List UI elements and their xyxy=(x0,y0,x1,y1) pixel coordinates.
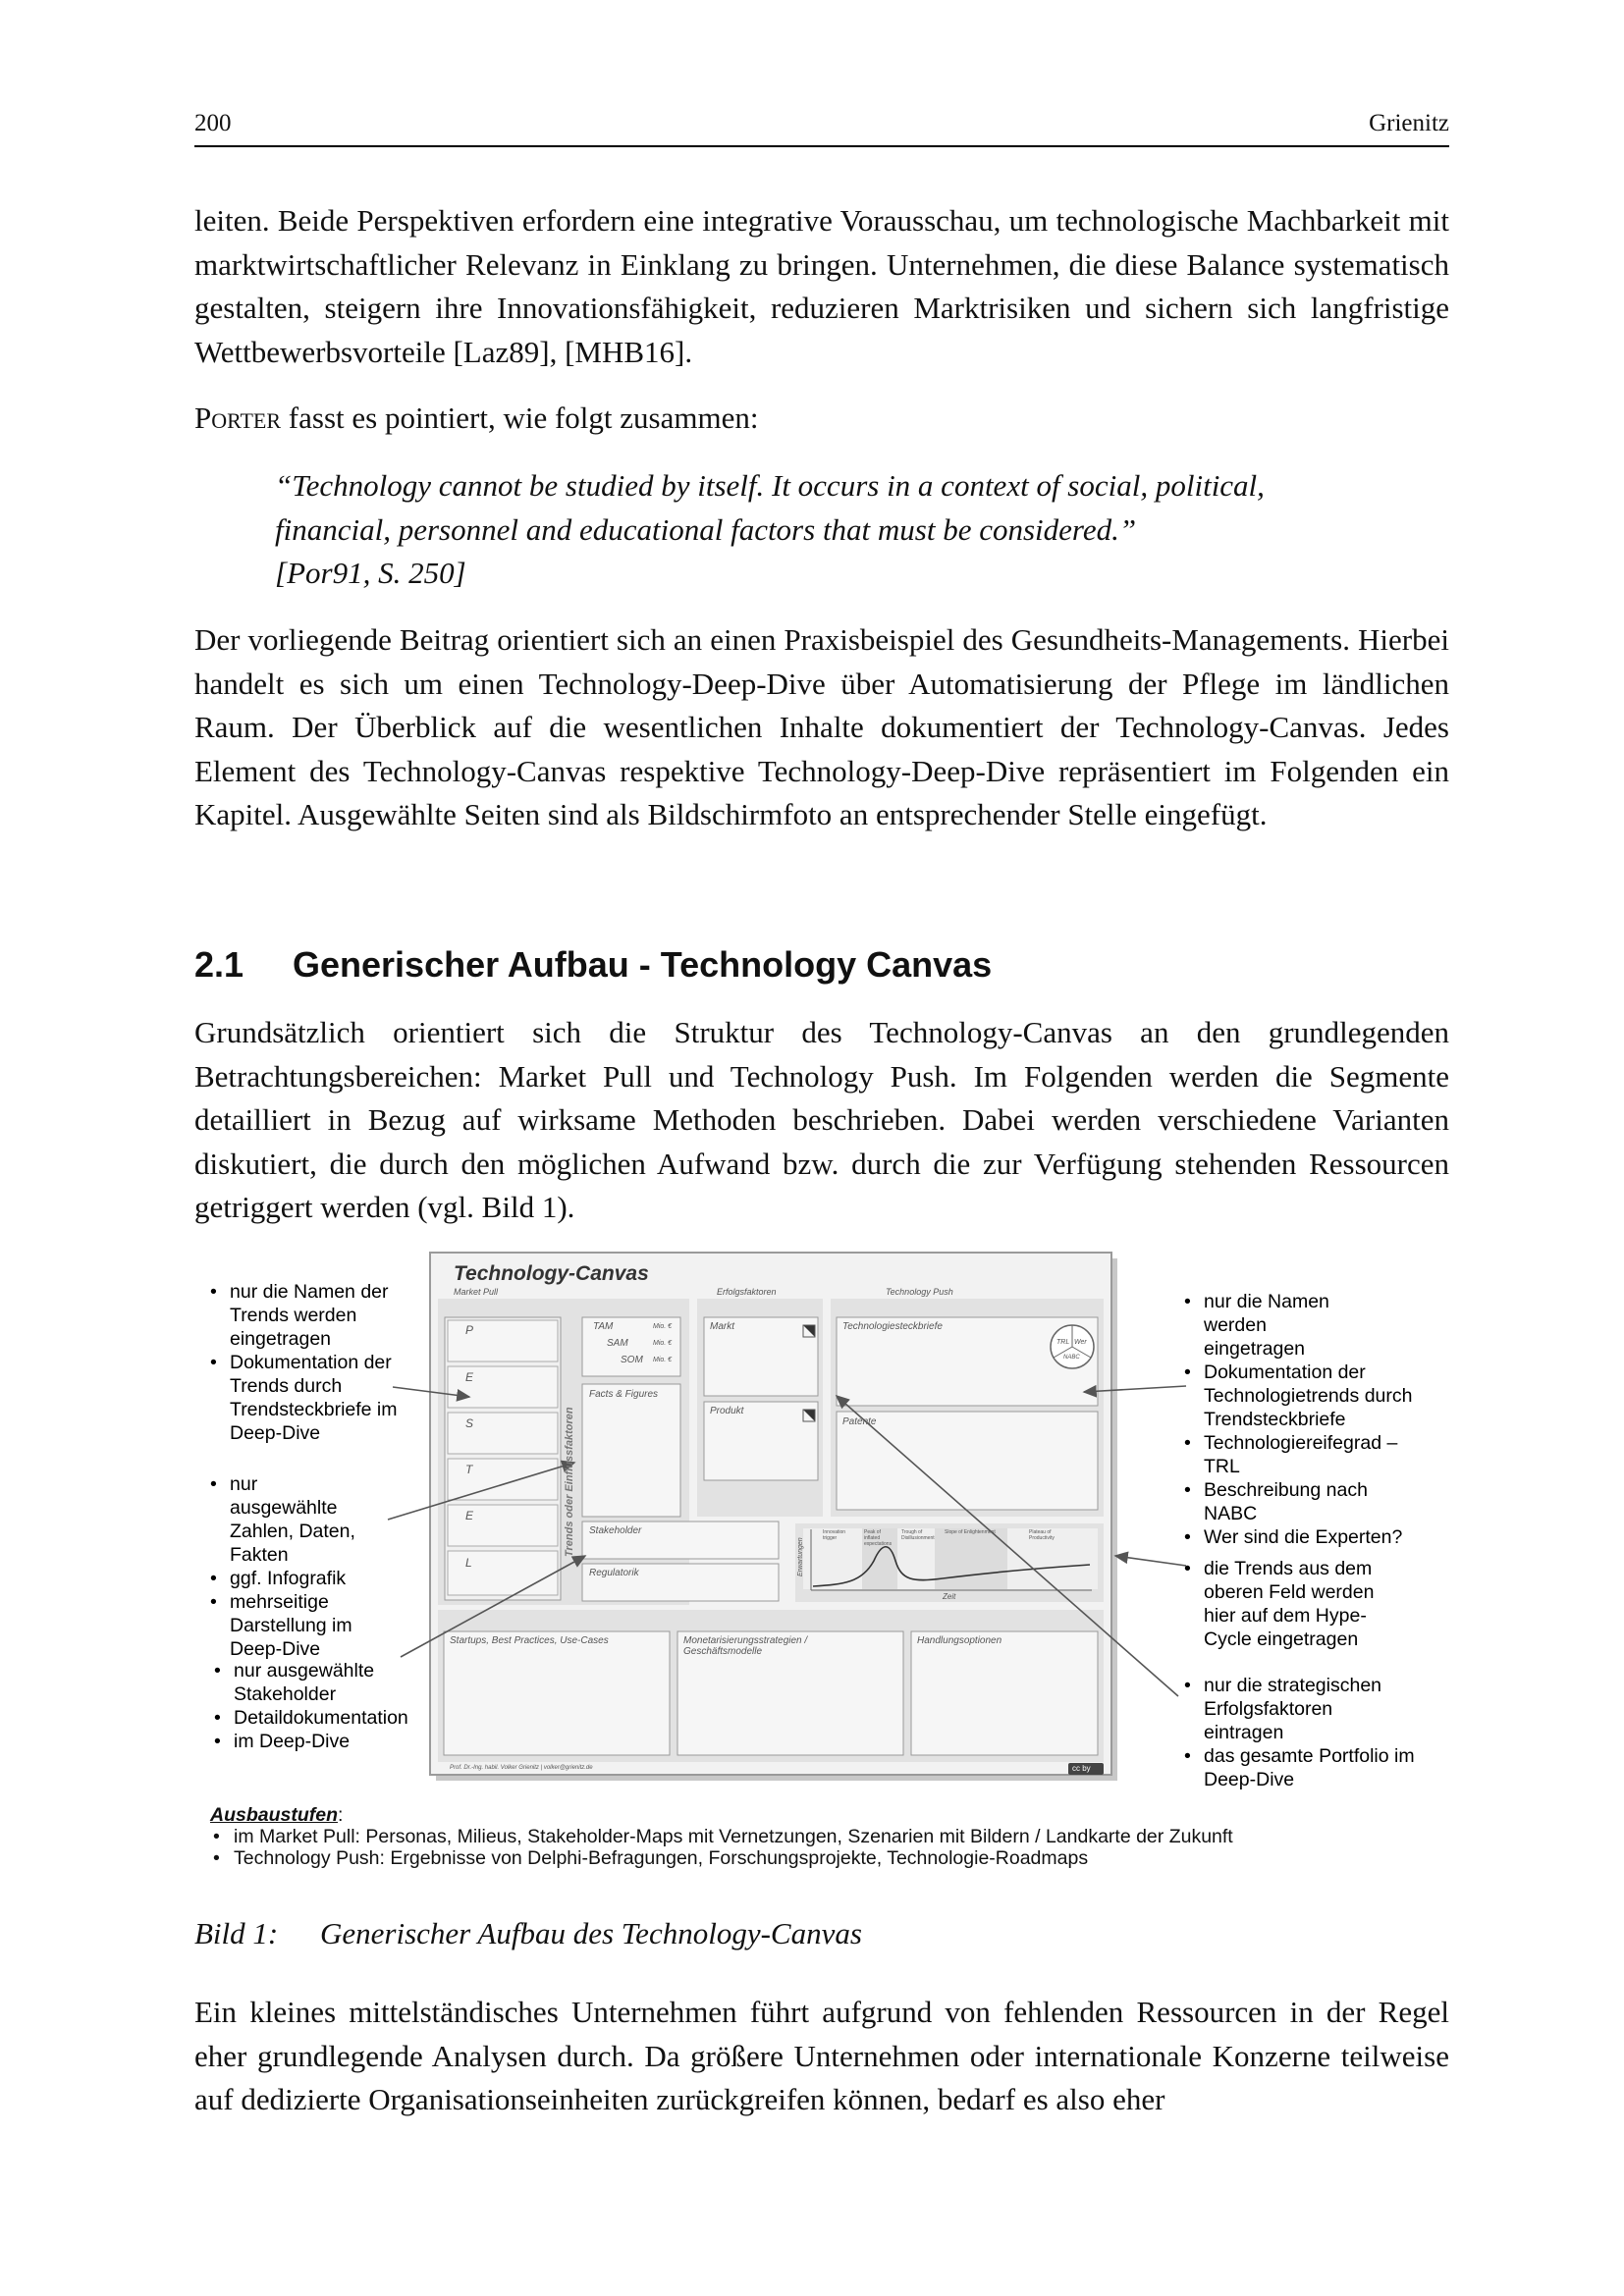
hype-phase-4: Slope of Enlightenment xyxy=(945,1529,996,1535)
quote-citation: [Por91, S. 250] xyxy=(275,556,466,590)
label-erfolgsfaktoren: Erfolgsfaktoren xyxy=(717,1287,777,1297)
trl-label: TRL xyxy=(1056,1339,1070,1346)
pestel-e2-box xyxy=(448,1505,558,1546)
pestel-e-box xyxy=(448,1366,558,1408)
hype-phase-5: Plateau of Productivity xyxy=(1029,1529,1055,1541)
right-notes-erfolgsfaktoren xyxy=(1180,1674,1435,1791)
hype-phase-1: Innovation trigger xyxy=(823,1529,846,1541)
note-item: • nur die Namen der Trends werden eingetragen xyxy=(206,1280,407,1351)
pestel-t: T xyxy=(465,1463,473,1476)
wer-label: Wer xyxy=(1074,1339,1087,1346)
note-item: • Dokumentation der Technologietrends durch Trendsteckbriefe xyxy=(1180,1361,1426,1431)
note-item: • nur ausgewählte Stakeholder xyxy=(210,1659,381,1706)
block-quote xyxy=(275,464,1404,596)
paragraph-5: Ein kleines mittelständisches Unternehmen führt aufgrund von fehlenden Ressourcen in der Regel eher grundlegende Analysen durch. Da größere Unternehmen oder internationale Konzerne teilweise auf dedizierte Organisationseinheiten zurückgreifen können, bedarf es also eher xyxy=(194,1995,1449,2116)
paragraph-3: Der vorliegende Beitrag orientiert sich an einen Praxisbeispiel des Gesundheits-Managements. Hierbei handelt es sich um einen Technology-Deep-Dive über Automatisierung der Pflege im ländlichen Raum. Der Überblick auf die wesentlichen Inhalte dokumentiert der Technology-Canvas. Jedes Element des Technology-Canvas respektive Technology-Deep-Dive repräsentiert im Folgenden ein Kapitel. Ausgewählte Seiten sind als Bildschirmfoto an entsprechender Stelle eingefügt. xyxy=(194,622,1449,831)
figure-caption xyxy=(194,1916,862,1951)
nabc-label: NABC xyxy=(1063,1355,1080,1361)
paragraph-1: leiten. Beide Perspektiven erfordern eine integrative Vorausschau, um technologische Machbarkeit mit marktwirtschaftlicher Relevanz in Einklang zu bringen. Unternehmen, die diese Balance systematisch gestalten, steigern ihre Innovationsfähigkeit, reduzieren Marktrisiken und sichern sich langfristige Wettbewerbsvorteile [Laz89], [MHB16]. xyxy=(194,203,1449,369)
startups-box xyxy=(444,1631,670,1755)
note-item: • im Deep-Dive xyxy=(210,1730,416,1753)
hype-phase-2: Peak of inflated expectations xyxy=(864,1529,893,1547)
left-notes-trends xyxy=(206,1280,407,1445)
right-notes-technology xyxy=(1180,1290,1426,1549)
ausbaustufe-item: • im Market Pull: Personas, Milieus, Stakeholder-Maps mit Vernetzungen, Szenarien mit Bildern / Landkarte der Zukunft xyxy=(210,1826,1233,1847)
pestel-l-box xyxy=(448,1551,558,1595)
note-item: • Wer sind die Experten? xyxy=(1180,1525,1426,1549)
author-name-porter: Porter xyxy=(194,400,282,435)
note-item: • das gesamte Portfolio im Deep-Dive xyxy=(1180,1744,1430,1791)
quote-line-1: “Technology cannot be studied by itself. It occurs in a context of social, political, xyxy=(275,468,1265,503)
regulatorik-label: Regulatorik xyxy=(589,1568,639,1578)
produkt-label: Produkt xyxy=(710,1406,744,1416)
label-technology-push: Technology Push xyxy=(886,1287,953,1297)
license-text: cc by xyxy=(1072,1764,1091,1773)
som-label: SOM xyxy=(621,1355,643,1365)
hype-phase-3: Trough of Disillusionment xyxy=(901,1529,935,1541)
technologiesteckbriefe-label: Technologiesteckbriefe xyxy=(842,1321,943,1332)
note-item: • nur die strategischen Erfolgsfaktoren eintragen xyxy=(1180,1674,1400,1744)
ausbaustufen-block: Ausbaustufen: • im Market Pull: Personas, Milieus, Stakeholder-Maps mit Vernetzungen, Szenarien mit Bildern / Landkarte der Zukunft • Technology Push: Ergebnisse von Delphi-Befragungen, Forschungsprojekte, Technologie-Roadmaps xyxy=(210,1804,1233,1869)
left-notes-stakeholder xyxy=(210,1659,416,1753)
pestel-t-box xyxy=(448,1459,558,1500)
sam-mio: Mio. € xyxy=(653,1340,673,1347)
pestel-e2: E xyxy=(465,1509,474,1522)
erwartungen-label: Erwartungen xyxy=(797,1537,804,1576)
pestel-s-box xyxy=(448,1413,558,1454)
trends-vertical-label: Trends oder Einflussfaktoren xyxy=(564,1407,575,1557)
facts-label: Facts & Figures xyxy=(589,1389,659,1400)
markt-label: Markt xyxy=(710,1321,734,1332)
paragraph-4: Grundsätzlich orientiert sich die Struktur des Technology-Canvas an den grundlegenden Betrachtungsbereichen: Market Pull und Technology Push. Im Folgenden werden die Segmente detailliert in Bezug auf wirksame Methoden beschrieben. Dabei werden verschiedene Varianten diskutiert, die durch den möglichen Aufwand bzw. durch die zur Verfügung stehenden Ressourcen getriggert werden (vgl. Bild 1). xyxy=(194,1015,1449,1224)
left-notes-facts xyxy=(206,1472,363,1661)
note-item: • nur ausgewählte Zahlen, Daten, Fakten xyxy=(206,1472,363,1567)
section-title: Generischer Aufbau - Technology Canvas xyxy=(293,944,993,985)
startups-label: Startups, Best Practices, Use-Cases xyxy=(450,1635,609,1646)
caption-text: Generischer Aufbau des Technology-Canvas xyxy=(320,1916,862,1950)
paragraph-2-text: fasst es pointiert, wie folgt zusammen: xyxy=(281,400,759,435)
pestel-p: P xyxy=(465,1323,474,1337)
sam-label: SAM xyxy=(607,1338,628,1349)
facts-figures-box xyxy=(582,1384,680,1517)
figure-technology-canvas xyxy=(196,1237,1463,1880)
note-item: • Technologiereifegrad – TRL xyxy=(1180,1431,1400,1478)
note-item: • nur die Namen werden eingetragen xyxy=(1180,1290,1361,1361)
note-item: • Detaildokumentation xyxy=(210,1706,416,1730)
pestel-p-box xyxy=(448,1320,558,1362)
patente-label: Patente xyxy=(842,1416,877,1427)
handlungsoptionen-label: Handlungsoptionen xyxy=(917,1635,1002,1646)
ausbaustufen-title: Ausbaustufen xyxy=(210,1804,339,1826)
ausbaustufe-item: • Technology Push: Ergebnisse von Delphi-Befragungen, Forschungsprojekte, Technologie-Roadmaps xyxy=(210,1847,1233,1869)
paragraph-2 xyxy=(194,397,1449,441)
note-item: • Beschreibung nach NABC xyxy=(1180,1478,1380,1525)
page-header xyxy=(194,110,1449,147)
arrow-hype-cycle xyxy=(1115,1556,1186,1566)
label-market-pull: Market Pull xyxy=(454,1287,499,1297)
caption-label: Bild 1: xyxy=(194,1916,279,1950)
canvas-title: Technology-Canvas xyxy=(454,1262,649,1285)
tam-mio: Mio. € xyxy=(653,1323,673,1330)
section-heading xyxy=(194,944,992,986)
pestel-l: L xyxy=(465,1556,472,1570)
handlungsoptionen-box xyxy=(911,1631,1098,1755)
stakeholder-label: Stakeholder xyxy=(589,1525,642,1536)
monetarisierung-label: Monetarisierungsstrategien / Geschäftsmodelle xyxy=(683,1635,808,1657)
note-item: • die Trends aus dem oberen Feld werden hier auf dem Hype-Cycle eingetragen xyxy=(1180,1557,1396,1651)
note-item: • mehrseitige Darstellung im Deep-Dive xyxy=(206,1590,363,1661)
som-mio: Mio. € xyxy=(653,1357,673,1363)
canvas-footer: Prof. Dr.-Ing. habil. Volker Grienitz | volker@grienitz.de xyxy=(450,1765,593,1771)
quote-line-2: financial, personnel and educational factors that must be considered.” xyxy=(275,511,1137,547)
zeit-label: Zeit xyxy=(943,1592,956,1601)
section-number: 2.1 xyxy=(194,944,244,985)
pestel-s: S xyxy=(465,1416,474,1430)
right-notes-hype-cycle xyxy=(1180,1557,1396,1651)
note-item: • Dokumentation der Trends durch Trendsteckbriefe im Deep-Dive xyxy=(206,1351,407,1445)
note-item: • ggf. Infografik xyxy=(206,1567,363,1590)
page-number: 200 xyxy=(194,110,232,136)
running-head-author: Grienitz xyxy=(1369,110,1449,136)
tam-label: TAM xyxy=(593,1321,614,1332)
pestel-e: E xyxy=(465,1370,474,1384)
